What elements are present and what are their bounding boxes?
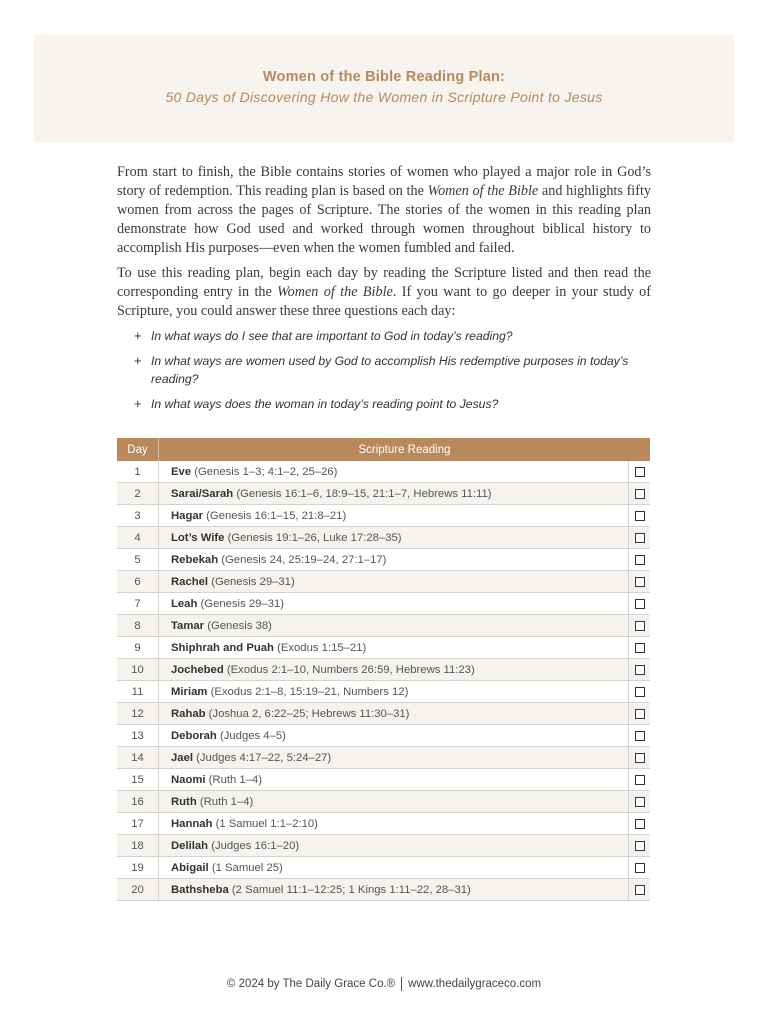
scripture-reading (159, 725, 629, 747)
day-checkbox[interactable] (635, 533, 645, 543)
scripture-reference: (Genesis 1–3; 4:1–2, 25–26) (194, 465, 338, 478)
question-item: + In what ways are women used by God to accomplish His redemptive purposes in today’s reading? (134, 352, 629, 386)
day-number: 16 (117, 791, 159, 813)
day-number: 12 (117, 703, 159, 725)
question-item: + In what ways does the woman in today’s reading point to Jesus? (117, 395, 651, 414)
table-row (117, 505, 650, 527)
scripture-reference: (1 Samuel 1:1–2:10) (215, 817, 318, 830)
woman-name: Tamar (171, 619, 205, 632)
table-header-row (117, 438, 650, 461)
scripture-reading (159, 813, 629, 835)
table-row (117, 637, 650, 659)
scripture-reading (159, 637, 629, 659)
scripture-reference: (Genesis 38) (207, 619, 272, 632)
table-row (117, 747, 650, 769)
day-number: 19 (117, 857, 159, 879)
day-checkbox[interactable] (635, 797, 645, 807)
day-checkbox[interactable] (635, 885, 645, 895)
intro-paragraph-2: To use this reading plan, begin each day by reading the Scripture listed and then read the corresponding entry in the Women of the Bible. If you want to go deeper in your study of Scripture, you could answer these three questions each day: (117, 265, 651, 319)
day-number: 14 (117, 747, 159, 769)
day-column-header: Day (117, 438, 159, 461)
scripture-reference: (Exodus 2:1–8, 15:19–21, Numbers 12) (210, 685, 409, 698)
scripture-reference: (Genesis 24, 25:19–24, 27:1–17) (221, 553, 387, 566)
question-list (117, 327, 651, 413)
scripture-reference: (Genesis 19:1–26, Luke 17:28–35) (227, 531, 402, 544)
scripture-reference: (Genesis 16:1–15, 21:8–21) (206, 509, 347, 522)
day-number: 15 (117, 769, 159, 791)
day-number: 11 (117, 681, 159, 703)
day-checkbox[interactable] (635, 599, 645, 609)
table-row (117, 681, 650, 703)
checkbox-cell (629, 791, 651, 813)
table-row (117, 483, 650, 505)
plus-icon: + (134, 395, 142, 411)
checkbox-cell (629, 659, 651, 681)
scripture-reading (159, 505, 629, 527)
table-row (117, 593, 650, 615)
checkbox-cell (629, 461, 651, 483)
checkbox-cell (629, 725, 651, 747)
table-row (117, 791, 650, 813)
day-checkbox[interactable] (635, 621, 645, 631)
scripture-reading (159, 593, 629, 615)
day-number: 4 (117, 527, 159, 549)
scripture-reading (159, 835, 629, 857)
table-row (117, 813, 650, 835)
scripture-reference: (Ruth 1–4) (208, 773, 263, 786)
day-number: 3 (117, 505, 159, 527)
day-number: 5 (117, 549, 159, 571)
scripture-reference: (Exodus 1:15–21) (277, 641, 367, 654)
woman-name: Sarai/Sarah (171, 487, 234, 500)
day-checkbox[interactable] (635, 709, 645, 719)
footer-divider (401, 977, 402, 991)
woman-name: Delilah (171, 839, 209, 852)
woman-name: Shiphrah and Puah (171, 641, 274, 654)
table-row (117, 703, 650, 725)
day-number: 6 (117, 571, 159, 593)
scripture-reading (159, 879, 629, 901)
page-subtitle: 50 Days of Discovering How the Women in Scripture Point to Jesus (165, 89, 603, 105)
table-row (117, 835, 650, 857)
day-checkbox[interactable] (635, 731, 645, 741)
woman-name: Bathsheba (171, 883, 229, 896)
checkbox-cell (629, 703, 651, 725)
scripture-reference: (Joshua 2, 6:22–25; Hebrews 11:30–31) (208, 707, 410, 720)
day-checkbox[interactable] (635, 819, 645, 829)
day-checkbox[interactable] (635, 687, 645, 697)
checkbox-cell (629, 857, 651, 879)
scripture-reading (159, 527, 629, 549)
day-checkbox[interactable] (635, 489, 645, 499)
scripture-reading (159, 571, 629, 593)
header-band (34, 35, 734, 142)
woman-name: Deborah (171, 729, 217, 742)
day-number: 7 (117, 593, 159, 615)
woman-name: Rahab (171, 707, 206, 720)
scripture-reading (159, 747, 629, 769)
checkbox-cell (629, 593, 651, 615)
woman-name: Eve (171, 465, 192, 478)
table-row (117, 615, 650, 637)
woman-name: Hannah (171, 817, 213, 830)
woman-name: Jochebed (171, 663, 224, 676)
woman-name: Jael (171, 751, 193, 764)
day-number: 1 (117, 461, 159, 483)
checkbox-cell (629, 747, 651, 769)
woman-name: Lot’s Wife (171, 531, 225, 544)
table-row (117, 571, 650, 593)
day-number: 18 (117, 835, 159, 857)
table-row (117, 461, 650, 483)
woman-name: Abigail (171, 861, 209, 874)
day-checkbox[interactable] (635, 863, 645, 873)
table-row (117, 725, 650, 747)
scripture-reference: (Genesis 16:1–6, 18:9–15, 21:1–7, Hebrews 11:11) (236, 487, 492, 500)
checkbox-cell (629, 681, 651, 703)
table-row (117, 879, 650, 901)
day-checkbox[interactable] (635, 753, 645, 763)
table-row (117, 857, 650, 879)
woman-name: Rebekah (171, 553, 219, 566)
woman-name: Leah (171, 597, 198, 610)
scripture-reading (159, 549, 629, 571)
website-link[interactable]: www.thedailygraceco.com (408, 978, 542, 991)
woman-name: Ruth (171, 795, 197, 808)
checkbox-cell (629, 527, 651, 549)
day-number: 17 (117, 813, 159, 835)
checkbox-cell (629, 813, 651, 835)
day-checkbox[interactable] (635, 511, 645, 521)
reading-plan-table (117, 438, 650, 901)
checkbox-cell (629, 615, 651, 637)
scripture-reading (159, 857, 629, 879)
checkbox-cell (629, 769, 651, 791)
woman-name: Hagar (171, 509, 204, 522)
day-checkbox[interactable] (635, 775, 645, 785)
scripture-reference: (Ruth 1–4) (199, 795, 254, 808)
scripture-reference: (1 Samuel 25) (211, 861, 283, 874)
day-checkbox[interactable] (635, 467, 645, 477)
scripture-reading (159, 483, 629, 505)
page-title: Women of the Bible Reading Plan: (262, 69, 506, 85)
scripture-reference: (Genesis 29–31) (211, 575, 295, 588)
scripture-reading (159, 659, 629, 681)
day-number: 8 (117, 615, 159, 637)
woman-name: Miriam (171, 685, 208, 698)
scripture-reference: (2 Samuel 11:1–12:25; 1 Kings 1:11–22, 28–31) (231, 883, 471, 896)
day-number: 2 (117, 483, 159, 505)
scripture-reading (159, 615, 629, 637)
day-number: 20 (117, 879, 159, 901)
checkbox-cell (629, 505, 651, 527)
day-number: 9 (117, 637, 159, 659)
plus-icon: + (134, 328, 142, 343)
checkbox-cell (629, 637, 651, 659)
table-body (117, 461, 650, 901)
scripture-reference: (Judges 4:17–22, 5:24–27) (196, 751, 332, 764)
day-checkbox[interactable] (635, 665, 645, 675)
scripture-reading (159, 769, 629, 791)
day-checkbox[interactable] (635, 643, 645, 653)
question-item: + In what ways do I see that are important to God in today’s reading? (117, 327, 651, 346)
day-checkbox[interactable] (635, 841, 645, 851)
checkbox-cell (629, 879, 651, 901)
scripture-reading (159, 703, 629, 725)
day-number: 13 (117, 725, 159, 747)
scripture-reference: (Judges 4–5) (219, 729, 286, 742)
checkbox-cell (629, 483, 651, 505)
checkbox-cell (629, 571, 651, 593)
day-checkbox[interactable] (635, 555, 645, 565)
day-checkbox[interactable] (635, 577, 645, 587)
table-row (117, 527, 650, 549)
day-number: 10 (117, 659, 159, 681)
scripture-reading (159, 791, 629, 813)
scripture-reading (159, 461, 629, 483)
table-row (117, 549, 650, 571)
intro-section (117, 163, 651, 419)
reading-column-header: Scripture Reading (159, 438, 651, 461)
scripture-reference: (Exodus 2:1–10, Numbers 26:59, Hebrews 11:23) (226, 663, 475, 676)
intro-paragraph-1: From start to finish, the Bible contains stories of women who played a major role in God’s story of redemption. This reading plan is based on the Women of the Bible and highlights fifty women from across the pages of Scripture. The stories of the women in this reading plan demonstrate how God used and worked through women throughout biblical history to accomplish His purposes—even when the women fumbled and failed. (117, 164, 651, 256)
table-row (117, 659, 650, 681)
woman-name: Rachel (171, 575, 209, 588)
checkbox-cell (629, 549, 651, 571)
table-row (117, 769, 650, 791)
scripture-reference: (Judges 16:1–20) (211, 839, 300, 852)
checkbox-cell (629, 835, 651, 857)
scripture-reading (159, 681, 629, 703)
scripture-reference: (Genesis 29–31) (200, 597, 285, 610)
footer (0, 977, 768, 991)
copyright-text: © 2024 by The Daily Grace Co.® (226, 978, 396, 991)
plus-icon: + (134, 352, 142, 368)
woman-name: Naomi (171, 773, 206, 786)
